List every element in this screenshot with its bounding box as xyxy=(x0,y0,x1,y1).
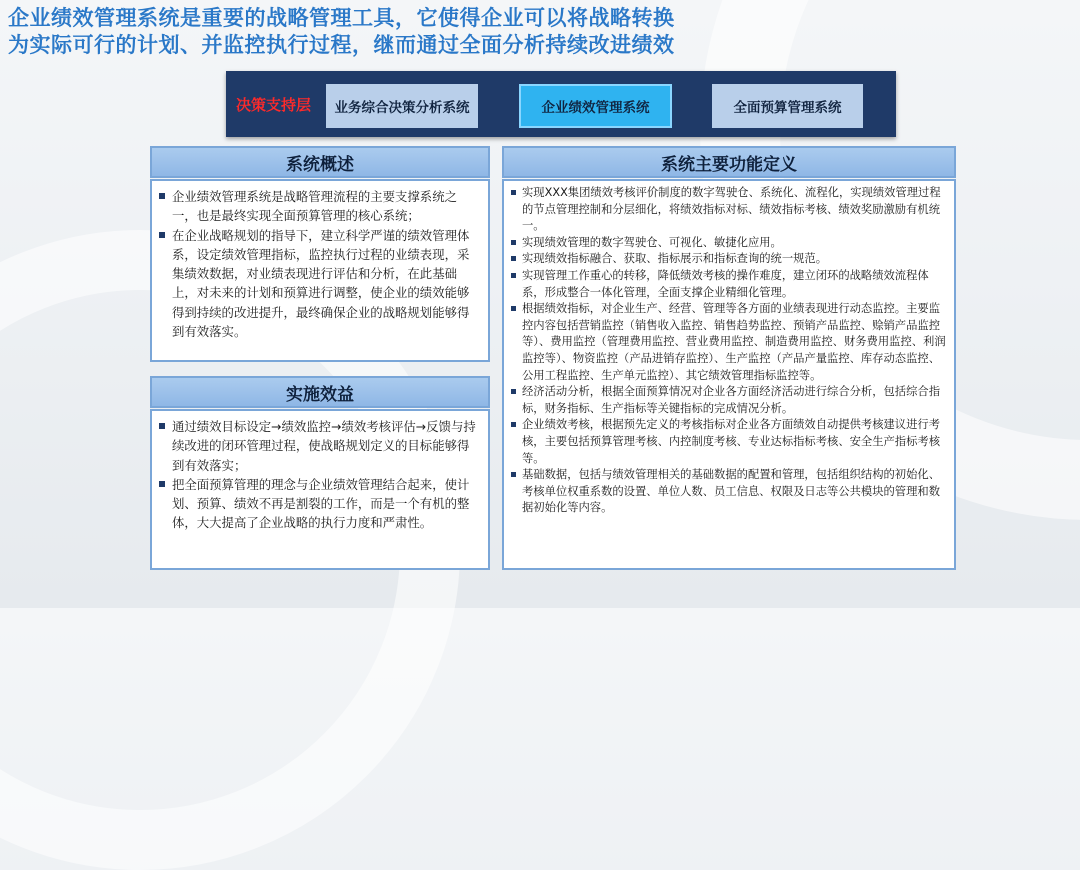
list-item xyxy=(156,187,480,226)
headline-line-2: 为实际可行的计划、并监控执行过程，继而通过全面分析持续改进绩效 xyxy=(8,32,675,57)
square-bullet-icon xyxy=(511,190,516,195)
square-bullet-icon xyxy=(159,423,165,429)
square-bullet-icon xyxy=(159,193,165,199)
square-bullet-icon xyxy=(511,422,516,427)
headline-line-1: 企业绩效管理系统是重要的战略管理工具，它使得企业可以将战略转换 xyxy=(8,5,675,30)
list-item-text: 企业绩效考核，根据预先定义的考核指标对企业各方面绩效自动提供考核建议进行考核，主要包括预算管理考核、内控制度考核、专业达标指标考核、安全生产指标考核等。 xyxy=(522,418,940,465)
system-enterprise-performance[interactable]: 企业绩效管理系统 xyxy=(519,84,672,128)
list-item xyxy=(508,268,946,301)
functions-panel xyxy=(502,146,956,570)
list-item-text: 把全面预算管理的理念与企业绩效管理结合起来，使计划、预算、绩效不再是割裂的工作，而是一个有机的整体，大大提高了企业战略的执行力度和严肃性。 xyxy=(172,476,470,531)
list-item xyxy=(508,301,946,384)
list-item xyxy=(508,384,946,417)
overview-body xyxy=(150,179,490,362)
decision-layer-label: 决策支持层 xyxy=(236,96,312,114)
list-item xyxy=(508,185,946,235)
list-item-text: 实现管理工作重心的转移，降低绩效考核的操作难度，建立闭环的战略绩效流程体系，形成整合一体化管理，全面支撑企业精细化管理。 xyxy=(522,268,929,299)
square-bullet-icon xyxy=(511,273,516,278)
headline xyxy=(8,4,1068,58)
functions-list xyxy=(508,185,946,517)
list-item xyxy=(156,417,480,475)
square-bullet-icon xyxy=(511,306,516,311)
list-item-text: 基础数据，包括与绩效管理相关的基础数据的配置和管理，包括组织结构的初始化、考核单位权重系数的设置、单位人数、员工信息、权限及日志等公共模块的管理和数据初始化等内容。 xyxy=(522,468,940,515)
list-item-text: 经济活动分析，根据全面预算情况对企业各方面经济活动进行综合分析，包括综合指标，财务指标、生产指标等关键指标的完成情况分析。 xyxy=(522,385,940,415)
functions-title: 系统主要功能定义 xyxy=(502,146,956,178)
square-bullet-icon xyxy=(159,232,165,238)
list-item xyxy=(508,235,946,252)
list-item xyxy=(156,226,480,342)
square-bullet-icon xyxy=(511,240,516,245)
square-bullet-icon xyxy=(511,389,516,394)
list-item-text: 实现绩效指标融合、获取、指标展示和指标查询的统一规范。 xyxy=(522,252,828,266)
overview-panel xyxy=(150,146,490,362)
square-bullet-icon xyxy=(511,472,516,477)
square-bullet-icon xyxy=(511,256,516,261)
list-item-text: 实现绩效管理的数字驾驶仓、可视化、敏捷化应用。 xyxy=(522,235,782,249)
functions-body xyxy=(502,179,956,570)
overview-title: 系统概述 xyxy=(150,146,490,178)
list-item-text: 根据绩效指标，对企业生产、经营、管理等各方面的业绩表现进行动态监控。主要监控内容包括营销监控（销售收入监控、销售趋势监控、预销产品监控、赊销产品监控等）、费用监控（管理费用监控、营业费用监控、制造费用监控、财务费用监控、利润监控等）、物资监控（产品进销存监控）、生产监控（产品产量监控、库存动态监控、公用工程监控、生产单元监控）、其它绩效管理指标监控等。 xyxy=(522,302,946,382)
list-item xyxy=(508,417,946,467)
list-item-text: 实现XXX集团绩效考核评价制度的数字驾驶仓、系统化、流程化，实现绩效管理过程的节点管理控制和分层细化，将绩效指标对标、绩效指标考核、绩效奖励激励有机统一。 xyxy=(522,186,941,233)
list-item xyxy=(156,475,480,533)
list-item xyxy=(508,467,946,517)
benefits-title: 实施效益 xyxy=(150,376,490,408)
benefits-panel xyxy=(150,376,490,570)
system-comprehensive-budget[interactable]: 全面预算管理系统 xyxy=(712,84,863,128)
list-item xyxy=(508,251,946,268)
list-item-text: 企业绩效管理系统是战略管理流程的主要支撑系统之一，也是最终实现全面预算管理的核心系统； xyxy=(172,189,457,224)
list-item-text: 通过绩效目标设定→绩效监控→绩效考核评估→反馈与持续改进的闭环管理过程，使战略规划定义的目标能够得到有效落实； xyxy=(172,419,476,473)
benefits-body xyxy=(150,409,490,570)
benefits-list xyxy=(156,417,480,533)
square-bullet-icon xyxy=(159,481,165,487)
overview-list xyxy=(156,187,480,341)
system-business-decision-analysis[interactable]: 业务综合决策分析系统 xyxy=(326,84,478,128)
list-item-text: 在企业战略规划的指导下，建立科学严谨的绩效管理体系，设定绩效管理指标，监控执行过程的业绩表现，采集绩效数据，对业绩表现进行评估和分析，在此基础上，对未来的计划和预算进行调整，使企业的绩效能够得到持续的改进提升，最终确保企业的战略规划能够得到有效落实。 xyxy=(172,227,470,340)
